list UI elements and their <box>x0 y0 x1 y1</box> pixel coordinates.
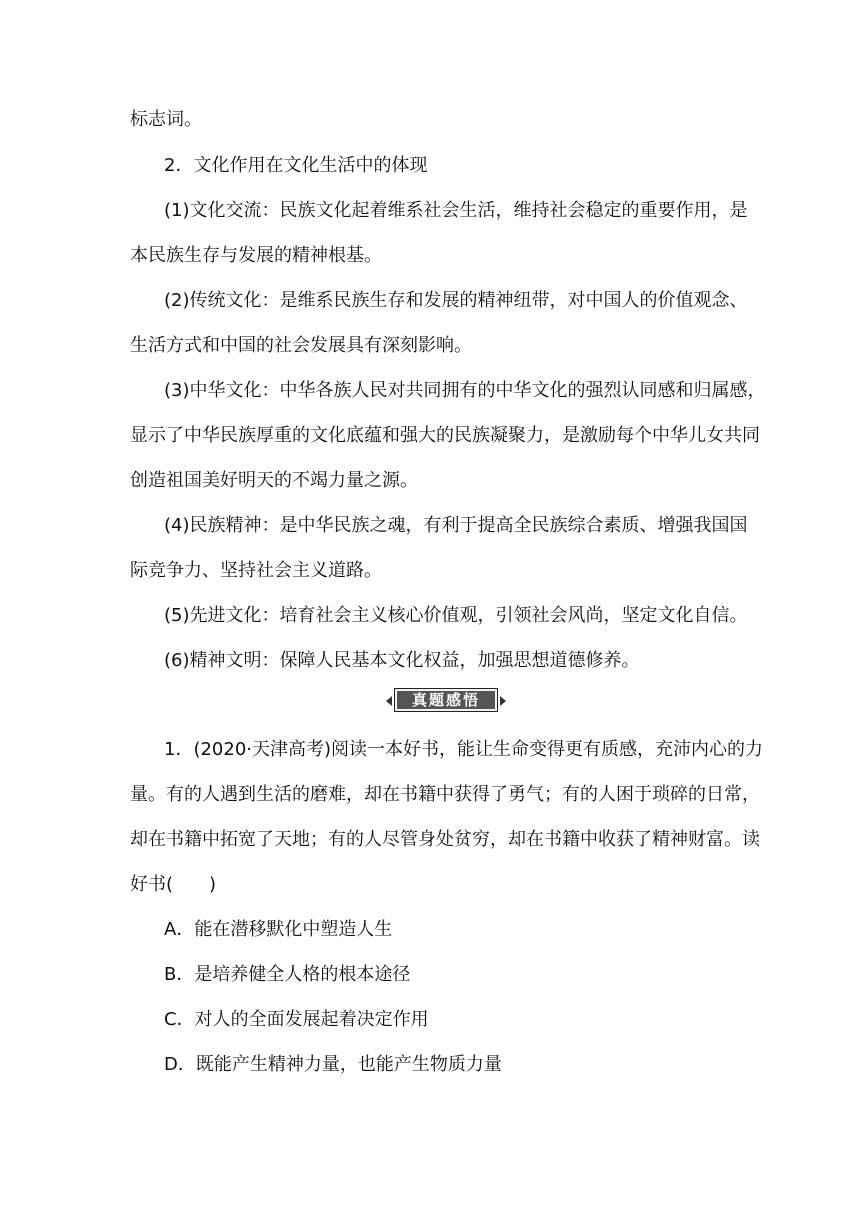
section-heading: 2．文化作用在文化生活中的体现 <box>164 155 428 176</box>
section-badge <box>386 688 506 714</box>
question-text: 量。有的人遇到生活的磨难，却在书籍中获得了勇气；有的人困于琐碎的日常， <box>130 784 760 805</box>
text-line: (3)中华文化：中华各族人民对共同拥有的中华文化的强烈认同感和归属感， <box>164 380 766 401</box>
text-line: 际竞争力、坚持社会主义道路。 <box>130 560 382 581</box>
text-line: (5)先进文化：培育社会主义核心价值观，引领社会风尚，坚定文化自信。 <box>164 605 748 626</box>
text-line: (4)民族精神：是中华民族之魂，有利于提高全民族综合素质、增强我国国 <box>164 515 748 536</box>
text-line: (6)精神文明：保障人民基本文化权益，加强思想道德修养。 <box>164 650 640 671</box>
text-line: (1)文化交流：民族文化起着维系社会生活，维持社会稳定的重要作用，是 <box>164 200 748 221</box>
text-line: 本民族生存与发展的精神根基。 <box>130 245 382 266</box>
arrow-left-icon <box>386 696 392 706</box>
text-line: 创造祖国美好明天的不竭力量之源。 <box>130 470 418 491</box>
question-text: 好书( ) <box>130 874 217 895</box>
option-c: C．对人的全面发展起着决定作用 <box>164 1009 429 1030</box>
text-line: (2)传统文化：是维系民族生存和发展的精神纽带，对中国人的价值观念、 <box>164 290 748 311</box>
option-a: A．能在潜移默化中塑造人生 <box>164 919 393 940</box>
text-line: 生活方式和中国的社会发展具有深刻影响。 <box>130 335 472 356</box>
question-text: 1．(2020·天津高考)阅读一本好书，能让生命变得更有质感，充沛内心的力 <box>164 739 764 760</box>
text-line: 标志词。 <box>130 109 202 130</box>
section-badge-label: 真题感悟 <box>397 691 495 709</box>
option-b: B．是培养健全人格的根本途径 <box>164 964 411 985</box>
text-line: 显示了中华民族厚重的文化底蕴和强大的民族凝聚力，是激励每个中华儿女共同 <box>130 425 760 446</box>
option-d: D．既能产生精神力量，也能产生物质力量 <box>164 1054 502 1075</box>
question-text: 却在书籍中拓宽了天地；有的人尽管身处贫穷，却在书籍中收获了精神财富。读 <box>130 829 760 850</box>
arrow-right-icon <box>500 696 506 706</box>
